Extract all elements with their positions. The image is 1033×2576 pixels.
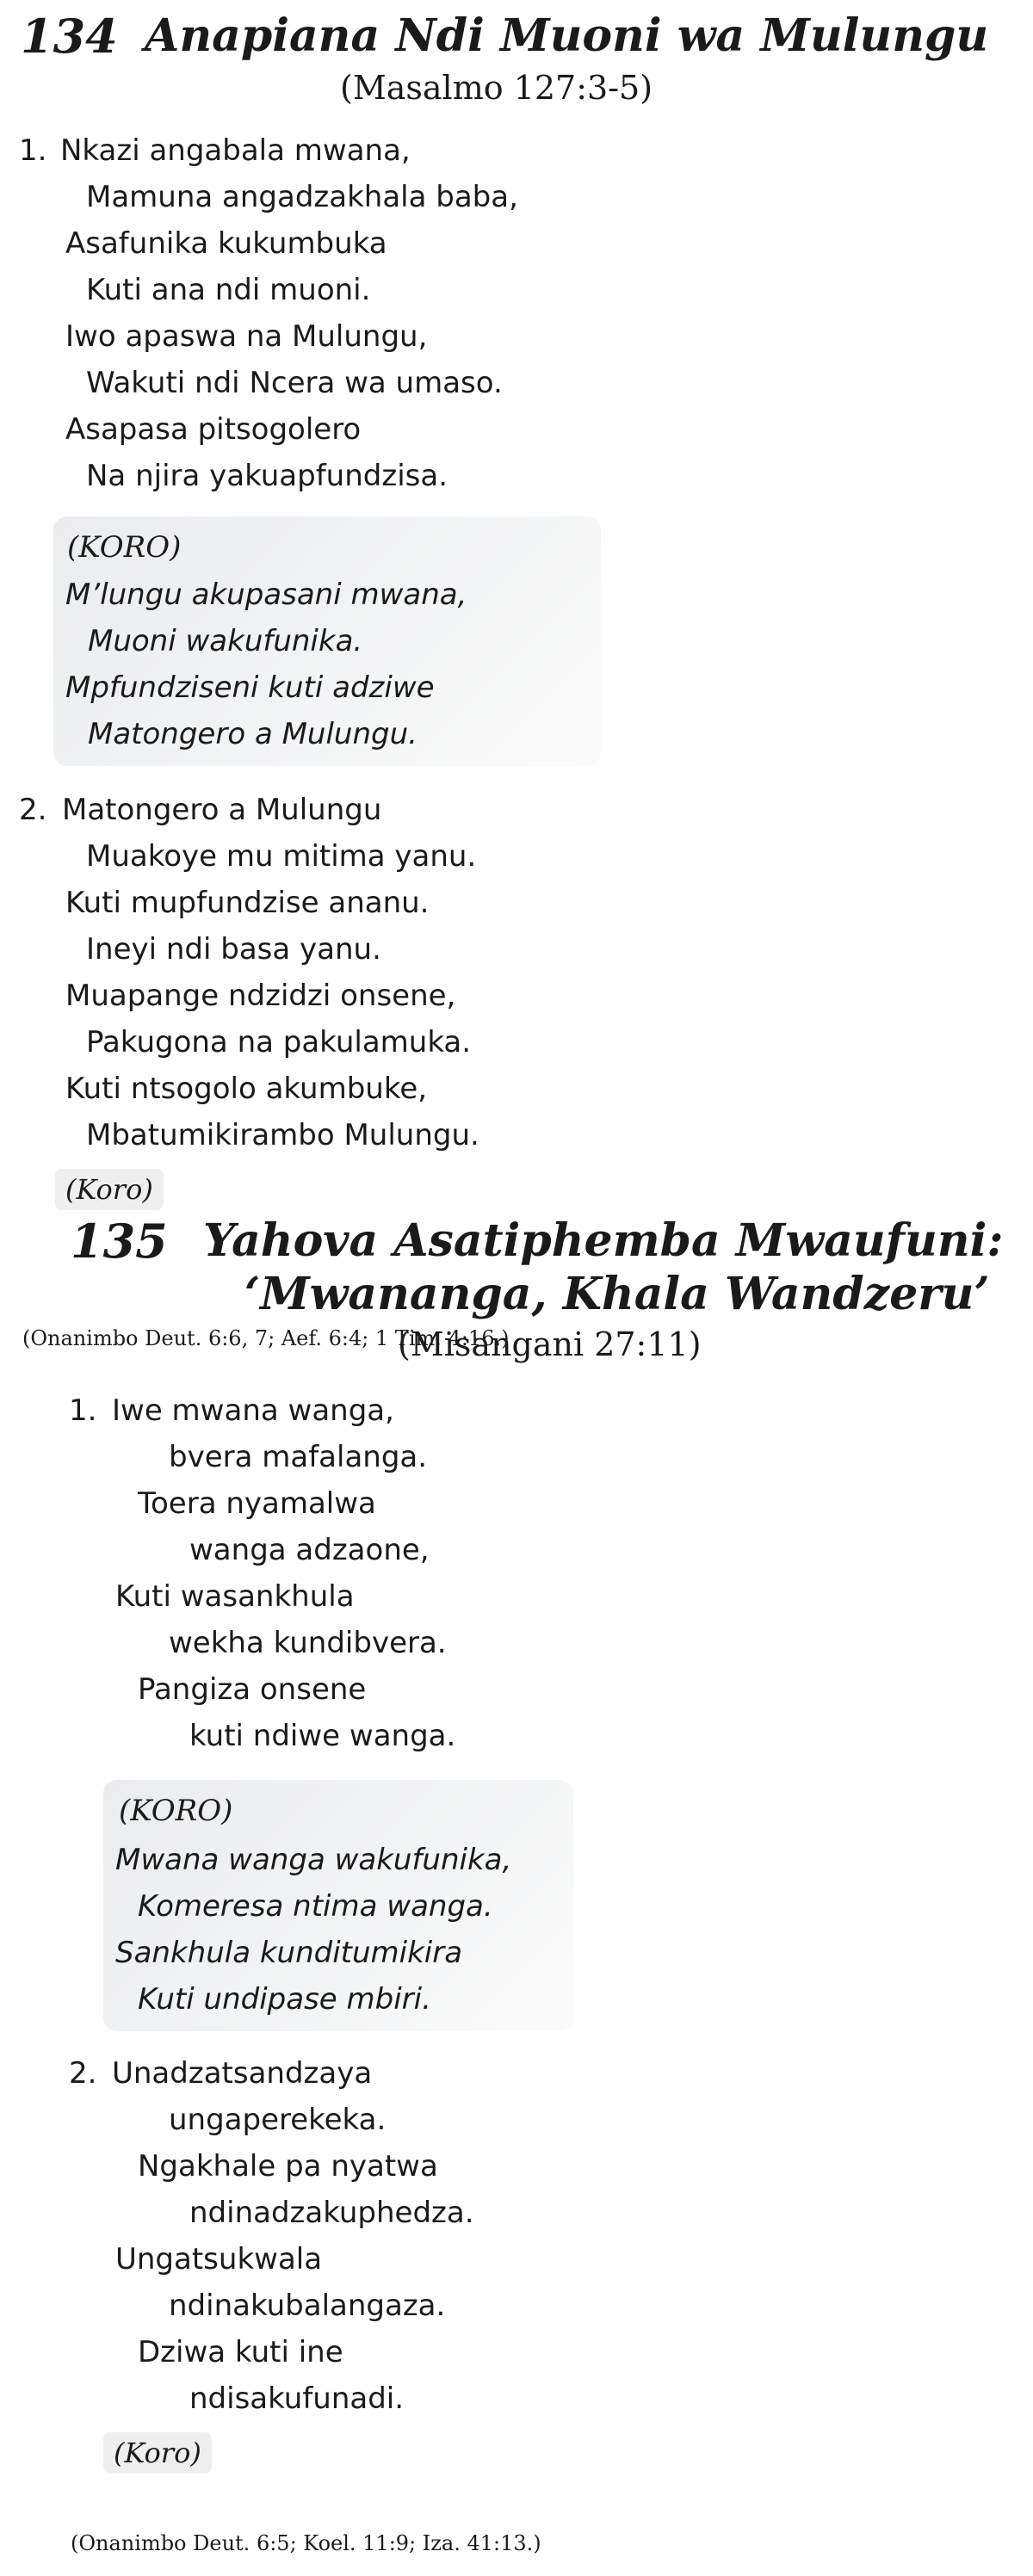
verse-line: Asapasa pitsogolero bbox=[65, 412, 362, 447]
chorus-line: Kuti undipase mbiri. bbox=[138, 1982, 431, 2017]
verse-line: ndisakufunadi. bbox=[189, 2381, 405, 2416]
verse-line: wanga adzaone, bbox=[189, 1533, 430, 1567]
verse-line: Kuti ana ndi muoni. bbox=[86, 273, 371, 307]
verse-line: ungaperekeka. bbox=[169, 2103, 387, 2137]
chorus-line: Komeresa ntima wanga. bbox=[138, 1889, 493, 1924]
verse-line: Kuti mupfundzise ananu. bbox=[65, 886, 430, 920]
verse-line: Muapange ndzidzi onsene, bbox=[65, 979, 456, 1013]
song-134-title: Anapiana Ndi Muoni wa Mulungu bbox=[145, 9, 989, 62]
song-135-scripture: (Misangani 27:11) bbox=[398, 1325, 702, 1363]
song-134-verse-2-number: 2. bbox=[19, 793, 47, 827]
song-134-scripture: (Masalmo 127:3-5) bbox=[340, 69, 653, 107]
verse-line: Mbatumikirambo Mulungu. bbox=[86, 1118, 479, 1152]
song-135-title-line-2: ‘Mwananga, Khala Wandzeru’ bbox=[244, 1268, 990, 1320]
verse-line: Nkazi angabala mwana, bbox=[60, 133, 411, 168]
verse-line: Ngakhale pa nyatwa bbox=[138, 2149, 438, 2184]
chorus-line: Mpfundziseni kuti adziwe bbox=[65, 670, 435, 705]
verse-line: Mamuna angadzakhala baba, bbox=[86, 180, 518, 214]
song-135-chorus-box bbox=[103, 1780, 573, 2031]
verse-line: bvera mafalanga. bbox=[169, 1440, 428, 1474]
verse-line: Wakuti ndi Ncera wa umaso. bbox=[86, 366, 503, 400]
verse-line: Ungatsukwala bbox=[115, 2242, 323, 2276]
verse-line: Kuti ntsogolo akumbuke, bbox=[65, 1072, 428, 1106]
chorus-line: Muoni wakufunika. bbox=[88, 624, 363, 658]
verse-line: Matongero a Mulungu bbox=[62, 793, 382, 827]
song-135-verse-1-number: 1. bbox=[69, 1393, 97, 1428]
verse-line: Pangiza onsene bbox=[138, 1672, 367, 1707]
verse-line: Dziwa kuti ine bbox=[138, 2335, 343, 2369]
song-135-title-line-1: Yahova Asatiphemba Mwaufuni: bbox=[203, 1214, 1004, 1267]
verse-line: kuti ndiwe wanga. bbox=[189, 1719, 456, 1753]
verse-line: Pakugona na pakulamuka. bbox=[86, 1025, 472, 1059]
song-135-koro-tag: (Koro) bbox=[103, 2432, 212, 2474]
chorus-label: (KORO) bbox=[67, 530, 182, 565]
song-134-koro-tag: (Koro) bbox=[55, 1169, 164, 1210]
verse-line: Unadzatsandzaya bbox=[112, 2056, 373, 2091]
verse-line: Iwe mwana wanga, bbox=[112, 1393, 394, 1428]
verse-line: Iwo apaswa na Mulungu, bbox=[65, 319, 428, 354]
chorus-line: M’lungu akupasani mwana, bbox=[65, 578, 467, 612]
chorus-line: Mwana wanga wakufunika, bbox=[115, 1843, 512, 1877]
verse-line: Asafunika kukumbuka bbox=[65, 226, 387, 261]
verse-line: Ineyi ndi basa yanu. bbox=[86, 932, 381, 967]
song-135-verse-2-number: 2. bbox=[69, 2056, 97, 2091]
verse-line: Na njira yakuapfundzisa. bbox=[86, 459, 448, 493]
chorus-line: Matongero a Mulungu. bbox=[88, 717, 418, 751]
verse-line: Kuti wasankhula bbox=[115, 1579, 355, 1614]
verse-line: ndinakubalangaza. bbox=[169, 2289, 446, 2323]
song-135-number: 135 bbox=[71, 1214, 168, 1269]
song-134-footnote: (Onanimbo Deut. 6:6, 7; Aef. 6:4; 1 Tim. 4:16.) bbox=[22, 1326, 510, 1350]
song-134-verse-1-number: 1. bbox=[19, 133, 47, 168]
verse-line: ndinadzakuphedza. bbox=[189, 2196, 474, 2230]
verse-line: Muakoye mu mitima yanu. bbox=[86, 839, 477, 874]
verse-line: Toera nyamalwa bbox=[138, 1486, 376, 1521]
chorus-line: Sankhula kunditumikira bbox=[115, 1936, 463, 1970]
song-134-chorus-box bbox=[53, 516, 601, 766]
song-134-number: 134 bbox=[21, 9, 118, 64]
chorus-label: (KORO) bbox=[119, 1794, 233, 1828]
verse-line: wekha kundibvera. bbox=[169, 1626, 447, 1660]
song-135-footnote: (Onanimbo Deut. 6:5; Koel. 11:9; Iza. 41:13.) bbox=[71, 2531, 541, 2555]
